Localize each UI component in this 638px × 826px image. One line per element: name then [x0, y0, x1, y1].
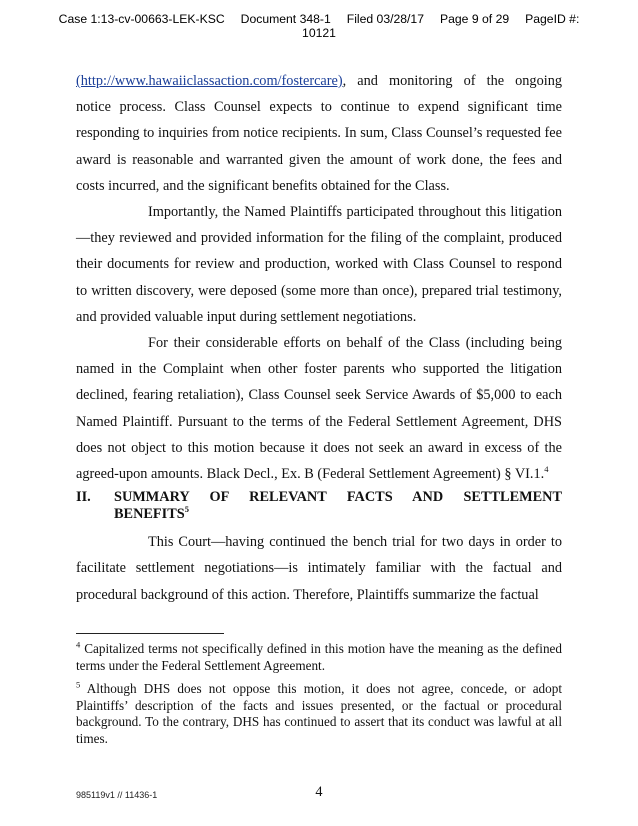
section-heading	[76, 489, 562, 523]
footnote-number: 4	[76, 639, 81, 650]
footnote-ref-4[interactable]: 4	[544, 464, 549, 475]
body-text	[76, 68, 562, 608]
section-number: II.	[76, 489, 91, 506]
document-id: 985119v1 // 11436-1	[76, 790, 158, 800]
footnote-number: 5	[76, 679, 81, 690]
case-number: Case 1:13-cv-00663-LEK-KSC	[58, 12, 225, 26]
court-filing-header	[0, 12, 638, 40]
paragraph-continued	[76, 68, 562, 199]
pageid-label: PageID #:	[525, 12, 580, 26]
paragraph-service-awards-text: For their considerable efforts on behalf of the Class (including being named in the Complaint when other foster parents who supported the litigation declined, fearing retaliation), Class Counsel seek Service Awards of $5,000 to each Named Plaintiff. Pursuant to the terms of the Federal Settlement Agreement, DHS does not object to this motion because it does not seek an award in excess of the agreed-upon amounts. Black Decl., Ex. B (Federal Settlement Agreement) § VI.1.	[76, 335, 562, 483]
section-title-line2: BENEFITS	[114, 506, 185, 523]
footnote-4	[76, 641, 562, 674]
footnote-ref-5[interactable]: 5	[184, 504, 189, 515]
paragraph-service-awards	[76, 330, 562, 487]
footnote-divider	[76, 633, 224, 634]
paragraph-named-plaintiffs: Importantly, the Named Plaintiffs participated throughout this litigation—they reviewed and provided information for the filing of the complaint, produced their documents for review and production, worked with Class Counsel to respond to written discovery, were deposed (some more than once), prepared trial testimony, and provided valuable input during settlement negotiations.	[76, 204, 562, 325]
section-title	[114, 489, 562, 523]
footnotes	[76, 641, 562, 755]
document-number: Document 348-1	[240, 12, 331, 26]
section-title-line1: SUMMARY OF RELEVANT FACTS AND SETTLEMENT	[114, 489, 562, 506]
footnote-text: Capitalized terms not specifically defined in this motion have the meaning as the defined terms under the Federal Settlement Agreement.	[76, 641, 562, 673]
page-of-total: Page 9 of 29	[440, 12, 510, 26]
filed-date: Filed 03/28/17	[346, 12, 424, 26]
pageid-number: 10121	[302, 26, 336, 40]
paragraph-court-background: This Court—having continued the bench trial for two days in order to facilitate settlement negotiations—is intimately familiar with the factual and procedural background of this action. Therefore, Plaintiffs summarize the factual	[76, 534, 562, 603]
fostercare-link[interactable]: (http://www.hawaiiclassaction.com/fostercare)	[76, 73, 343, 89]
page-number: 4	[315, 784, 323, 800]
paragraph-continued-text: , and monitoring of the ongoing notice process. Class Counsel expects to continue to expend significant time responding to inquiries from notice recipients. In sum, Class Counsel’s requested fee award is reasonable and warranted given the amount of work done, the fees and costs incurred, and the significant benefits obtained for the Class.	[76, 73, 562, 194]
footnote-5	[76, 681, 562, 747]
footnote-text: Although DHS does not oppose this motion, it does not agree, concede, or adopt Plaintiffs’ description of the facts and issues presented, or the factual or procedural background. To the contrary, DHS has continued to assert that its conduct was lawful at all times.	[76, 681, 562, 746]
